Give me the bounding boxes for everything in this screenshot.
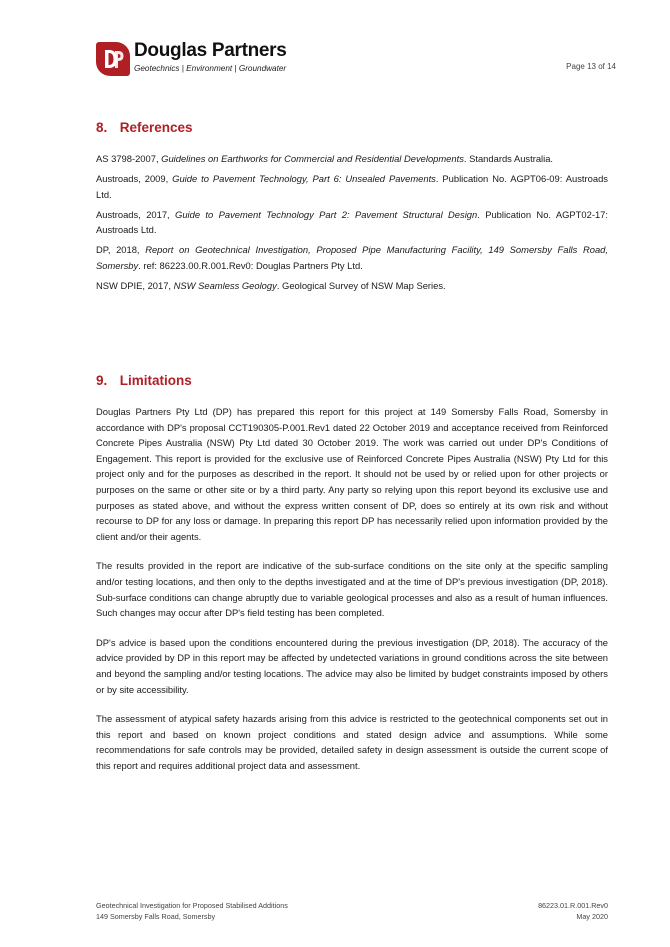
- reference-item: Austroads, 2017, Guide to Pavement Technology Part 2: Pavement Structural Design. Publication No. AGPT02-17: Austroads Ltd.: [96, 208, 608, 235]
- company-logo: [96, 42, 130, 76]
- paragraph: Douglas Partners Pty Ltd (DP) has prepared this report for this project at 149 Somersby Falls Road, Somersby in accordance with DP's proposal CCT190305-P.001.Rev1 dated 22 October 2019 and acceptance received from Reinforced Concrete Pipes Australia (NSW) Pty Ltd dated 30 October 2019. The work was carried out under DP's Conditions of Engagement. This report is provided for the exclusive use of Reinforced Concrete Pipes Australia (NSW) Pty Ltd for this project only and for the purposes as described in the report. It should not be used by or relied upon for other projects or purposes on the same or other site or by a third party. Any party so relying upon this report beyond its exclusive use and purposes as stated above, and without the express written consent of DP, does so entirely at its own risk and without recourse to DP for any loss or damage. In preparing this report DP has necessarily relied upon information provided by the client and/or their agents.: [96, 406, 608, 542]
- footer-project: Geotechnical Investigation for Proposed Stabilised Additions 149 Somersby Falls Road, Somersby: [96, 901, 288, 921]
- reference-item: AS 3798-2007, Guidelines on Earthworks for Commercial and Residential Developments. Standards Australia.: [96, 153, 554, 164]
- limitations-heading: [96, 373, 192, 388]
- paragraph: The assessment of atypical safety hazards arising from this advice is restricted to the geotechnical components set out in this report and based on known project conditions and stated design advice and assumptions. While some recommendations for safe controls may be provided, detailed safety in design assessment is outside the current scope of this report and requires additional project data and assessment.: [96, 713, 608, 771]
- page-number: Page 13 of 14: [566, 62, 616, 71]
- limitations-body: [96, 404, 608, 787]
- reference-item: NSW DPIE, 2017, NSW Seamless Geology. Geological Survey of NSW Map Series.: [96, 279, 446, 291]
- section-title: References: [119, 120, 193, 135]
- references-heading: [96, 120, 193, 135]
- company-name: Douglas Partners: [134, 40, 287, 61]
- section-number: 8.: [96, 120, 108, 135]
- page-footer: [96, 900, 608, 930]
- page-header: [96, 40, 616, 80]
- reference-item: Austroads, 2009, Guide to Pavement Technology, Part 6: Unsealed Pavements. Publication No. AGPT06-09: Austroads Ltd.: [96, 173, 608, 200]
- references-list: [96, 151, 608, 298]
- paragraph: DP's advice is based upon the conditions encountered during the previous investigation (DP, 2018). The accuracy of the advice provided by DP in this report may be affected by undetected variations in ground conditions across the site between and beyond the sampling and/or testing locations. The advice may also be limited by budget constraints imposed by others or by site accessibility.: [96, 636, 608, 695]
- footer-reference: 86223.01.R.001.Rev0 May 2020: [538, 901, 608, 921]
- paragraph: The results provided in the report are indicative of the sub-surface conditions on the site only at the specific sampling and/or testing locations, and then only to the depths investigated and at the time of DP's previous investigation (DP, 2018). Sub-surface conditions can change abruptly due to variable geological processes and also as a result of human influences. Such changes may occur after DP's field testing has been completed.: [96, 560, 608, 619]
- section-number: 9.: [96, 373, 108, 388]
- dp-monogram-icon: [96, 42, 130, 76]
- company-tagline: Geotechnics | Environment | Groundwater: [134, 64, 287, 73]
- section-title: Limitations: [119, 373, 192, 388]
- reference-item: DP, 2018, Report on Geotechnical Investigation, Proposed Pipe Manufacturing Facility, 149 Somersby Falls Road, Somersby. ref: 86223.00.R.001.Rev0: Douglas Partners Pty Ltd.: [96, 244, 609, 271]
